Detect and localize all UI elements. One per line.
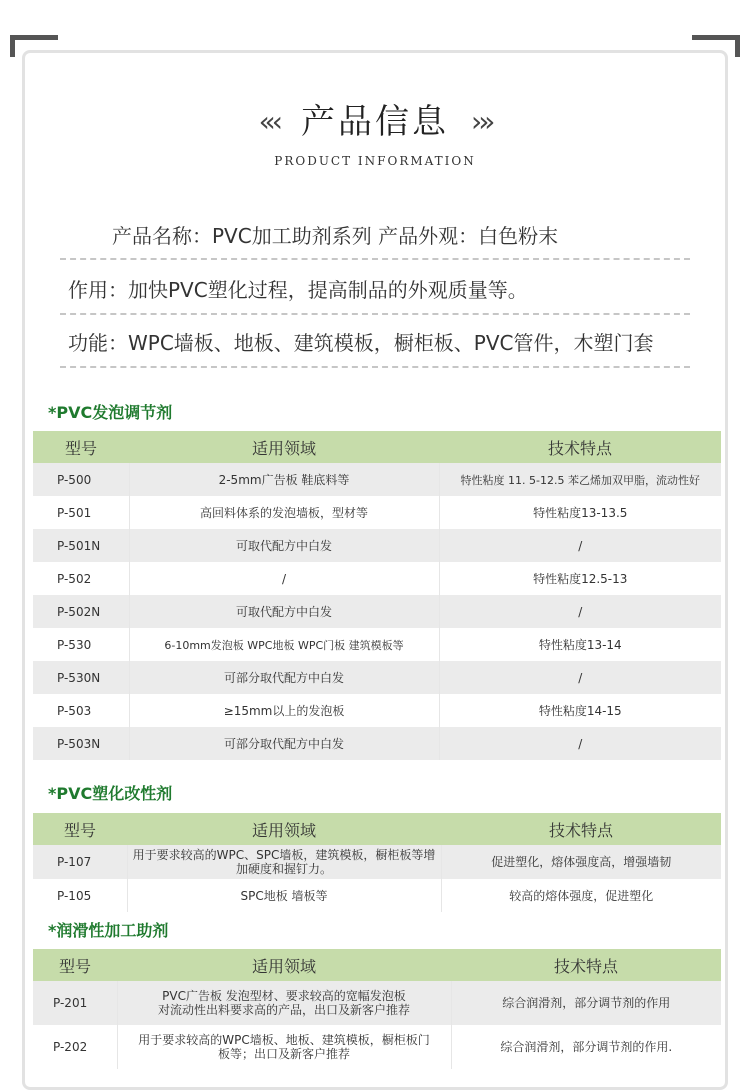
cell-application: 可取代配方中白发 <box>129 595 439 628</box>
table-row <box>33 661 721 694</box>
divider <box>60 313 690 315</box>
cell-features: / <box>439 727 721 760</box>
divider <box>60 258 690 260</box>
cell-features: 特性粘度14-15 <box>538 704 622 718</box>
column-header-model: 型号 <box>33 431 129 463</box>
cell-features: 特性粘度12.5-13 <box>533 572 628 586</box>
cell-features: 特性粘度13-14 <box>538 638 622 652</box>
cell-application: 高回料体系的发泡墙板，型材等 <box>129 496 439 529</box>
column-header-features: 技术特点 <box>441 813 721 845</box>
cell-application: 可部分取代配方中白发 <box>129 727 439 760</box>
table-row <box>33 628 721 661</box>
cell-application: PVC广告板 发泡型材、要求较高的宽幅发泡板对流动性出料要求高的产品，出口及新客户推荐 <box>117 981 451 1025</box>
cell-model: P-503N <box>33 727 129 760</box>
divider <box>60 366 690 368</box>
cell-application: 2-5mm广告板 鞋底料等 <box>129 463 439 496</box>
column-header-application: 适用领域 <box>117 949 451 981</box>
double-chevron-right-icon: ›» <box>471 105 492 138</box>
cell-features: / <box>439 529 721 562</box>
cell-features: / <box>439 595 721 628</box>
cell-model: P-502N <box>33 595 129 628</box>
info-function: 作用：加快PVC塑化过程，提高制品的外观质量等。 <box>68 278 528 302</box>
cell-features: 综合润滑剂，部分调节剂的作用 <box>451 981 721 1025</box>
cell-model: P-530N <box>33 661 129 694</box>
cell-application: SPC地板 墙板等 <box>127 879 441 912</box>
page-subtitle: PRODUCT INFORMATION <box>274 154 476 168</box>
table-row <box>33 727 721 760</box>
info-product-name: 产品名称：PVC加工助剂系列 产品外观：白色粉末 <box>112 224 559 248</box>
page-title-text: 产品信息 <box>301 102 449 142</box>
table-row <box>33 529 721 562</box>
cell-model: P-501N <box>33 529 129 562</box>
table-row <box>33 1025 721 1069</box>
column-header-application: 适用领域 <box>127 813 441 845</box>
cell-model: P-530 <box>33 628 129 661</box>
cell-application: 用于要求较高的WPC、SPC墙板，建筑模板，橱柜板等增加硬度和握钉力。 <box>127 845 441 879</box>
cell-features: / <box>439 661 721 694</box>
table-row <box>33 845 721 879</box>
table-row <box>33 463 721 496</box>
cell-model: P-202 <box>33 1025 117 1069</box>
section-title-plasticizing-modifier: *PVC塑化改性剂 <box>48 784 173 803</box>
cell-model: P-105 <box>33 879 127 912</box>
cell-application: 可取代配方中白发 <box>129 529 439 562</box>
info-application: 功能：WPC墙板、地板、建筑模板，橱柜板、PVC管件，木塑门套 <box>68 331 654 355</box>
foam-regulator-table <box>33 431 721 760</box>
lubricant-aid-table <box>33 949 721 1069</box>
cell-application: 6-10mm发泡板 WPC地板 WPC门板 建筑模板等 <box>129 628 439 661</box>
column-header-features: 技术特点 <box>451 949 721 981</box>
page-title <box>0 100 750 144</box>
column-header-model: 型号 <box>33 949 117 981</box>
table-row <box>33 981 721 1025</box>
cell-model: P-500 <box>33 463 129 496</box>
cell-application: 用于要求较高的WPC墙板、地板、建筑模板，橱柜板门板等；出口及新客户推荐 <box>117 1025 451 1069</box>
plasticizing-modifier-table <box>33 813 721 912</box>
table-row <box>33 879 721 912</box>
section-title-lubricant-aid: *润滑性加工助剂 <box>48 921 169 940</box>
table-row <box>33 496 721 529</box>
cell-model: P-502 <box>33 562 129 595</box>
column-header-application: 适用领域 <box>129 431 439 463</box>
table-row <box>33 562 721 595</box>
cell-features: 综合润滑剂，部分调节剂的作用. <box>500 1040 673 1054</box>
cell-application: / <box>129 562 439 595</box>
cell-features: 促进塑化，熔体强度高，增强墙韧 <box>441 845 721 879</box>
cell-features: 较高的熔体强度，促进塑化 <box>509 889 654 903</box>
cell-features: 特性粘度13-13.5 <box>533 506 628 520</box>
cell-features: 特性粘度 11. 5-12.5 苯乙烯加双甲脂，流动性好 <box>439 463 721 496</box>
cell-model: P-501 <box>33 496 129 529</box>
table-row <box>33 694 721 727</box>
cell-model: P-107 <box>33 845 127 879</box>
cell-model: P-201 <box>33 981 117 1025</box>
column-header-model: 型号 <box>33 813 127 845</box>
cell-application: 可部分取代配方中白发 <box>129 661 439 694</box>
section-title-foam-regulator: *PVC发泡调节剂 <box>48 403 173 422</box>
cell-application: ≥15mm以上的发泡板 <box>129 694 439 727</box>
table-row <box>33 595 721 628</box>
double-chevron-left-icon: «‹ <box>258 105 279 138</box>
column-header-features: 技术特点 <box>439 431 721 463</box>
cell-model: P-503 <box>33 694 129 727</box>
